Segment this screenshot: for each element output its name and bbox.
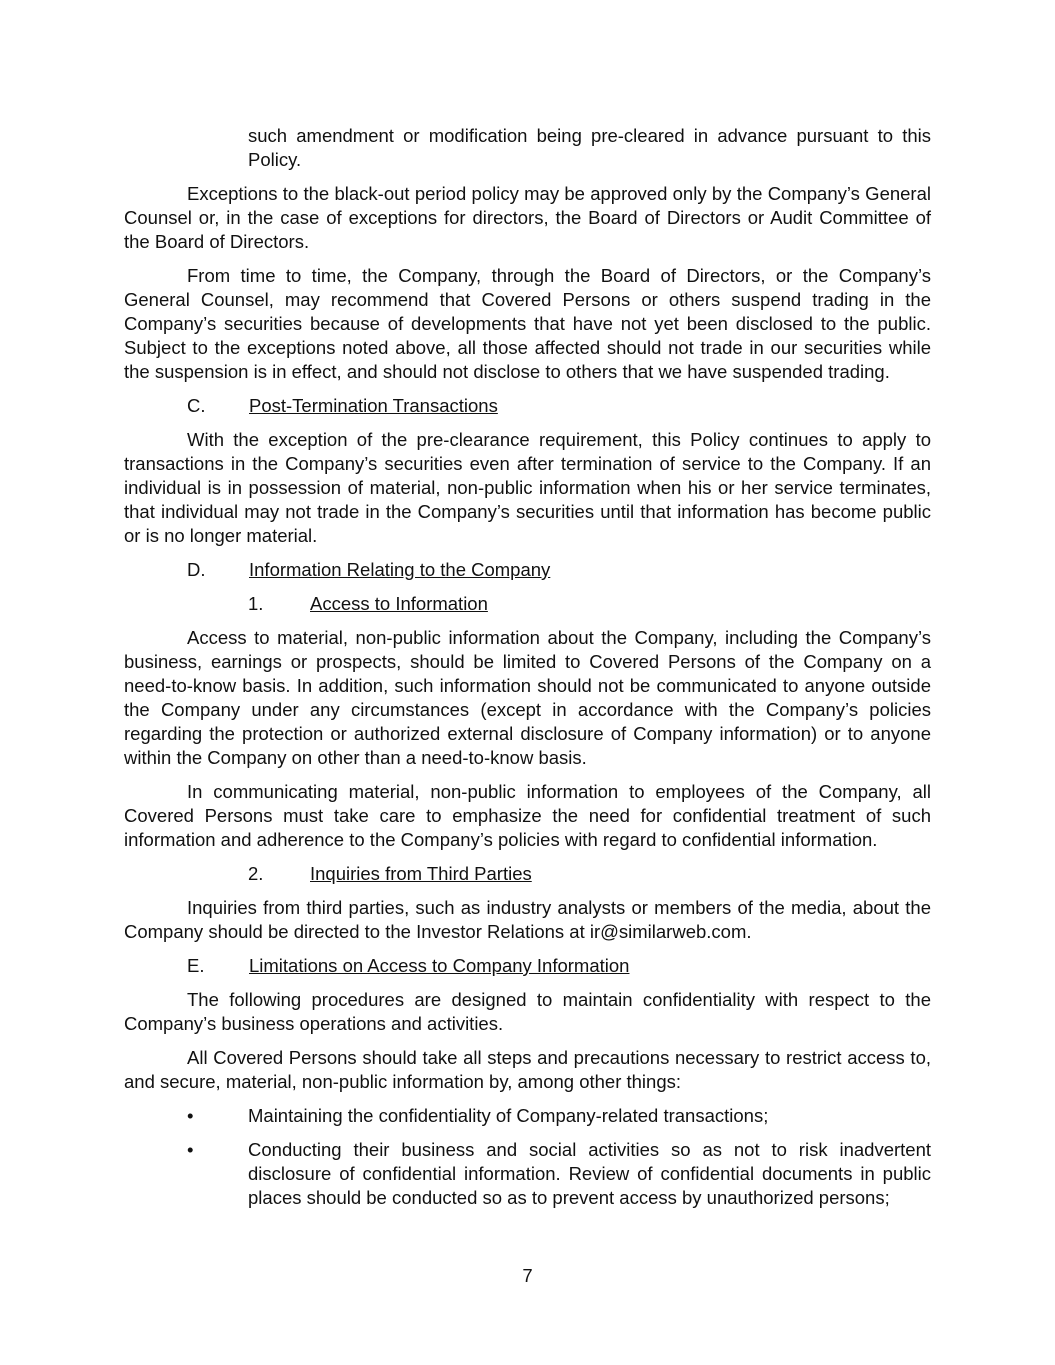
- subsection-d1-label: 1.: [248, 593, 264, 614]
- access-paragraph: Access to material, non-public information about the Company, including the Company’s business, earnings or prospects, should be limited to Covered Persons of the Company on a need-to-know basis. In addition, such information should not be communicated to anyone outside the Company under any circumstances (except in accordance with the Company’s policies regarding the protection or authorized external disclosure of Company information) or to anyone within the Company on other than a need-to-know basis.: [124, 627, 931, 768]
- inquiries-paragraph: Inquiries from third parties, such as industry analysts or members of the media, about the Company should be directed to the Investor Relations at ir@similarweb.com.: [124, 897, 931, 942]
- subsection-d2-heading: [248, 862, 931, 886]
- section-e-heading: [187, 954, 931, 978]
- bullet-icon: •: [187, 1105, 194, 1126]
- procedures-paragraph: The following procedures are designed to maintain confidentiality with respect to the Company’s business operations and activities.: [124, 989, 931, 1034]
- section-d-heading: [187, 558, 931, 582]
- section-d-title: Information Relating to the Company: [249, 559, 551, 580]
- document-body: [124, 124, 931, 1220]
- section-e-label: E.: [187, 955, 205, 976]
- section-d-label: D.: [187, 559, 206, 580]
- section-c-heading: [187, 394, 931, 418]
- bullet-item: [187, 1104, 931, 1128]
- section-c-title: Post-Termination Transactions: [249, 395, 498, 416]
- section-e-title: Limitations on Access to Company Information: [249, 955, 630, 976]
- bullet-text: Conducting their business and social activities so as not to risk inadvertent disclosure of confidential information. Review of confidential documents in public places should be conducted so as to prevent access by unauthorized persons;: [248, 1139, 931, 1208]
- page-number: 7: [522, 1265, 533, 1286]
- post-termination-paragraph: With the exception of the pre-clearance requirement, this Policy continues to apply to transactions in the Company’s securities even after termination of service to the Company. If an individual is in possession of material, non-public information when his or her service terminates, that individual may not trade in the Company’s securities until that information has become public or is no longer material.: [124, 429, 931, 546]
- subsection-d1-heading: [248, 592, 931, 616]
- communicating-paragraph: In communicating material, non-public information to employees of the Company, all Covered Persons must take care to emphasize the need for confidential treatment of such information and adherence to the Company’s policies with regard to confidential information.: [124, 781, 931, 850]
- suspension-paragraph: From time to time, the Company, through the Board of Directors, or the Company’s General Counsel, may recommend that Covered Persons or others suspend trading in the Company’s securities because of developments that have not yet been disclosed to the public. Subject to the exceptions noted above, all those affected should not trade in our securities while the suspension is in effect, and should not disclose to others that we have suspended trading.: [124, 265, 931, 382]
- bullet-text: Maintaining the confidentiality of Company-related transactions;: [248, 1105, 769, 1126]
- bullet-icon: •: [187, 1139, 194, 1160]
- section-c-label: C.: [187, 395, 206, 416]
- bullet-item: [187, 1138, 931, 1210]
- continued-paragraph: such amendment or modification being pre-cleared in advance pursuant to this Policy.: [248, 125, 931, 170]
- subsection-d2-title: Inquiries from Third Parties: [310, 863, 532, 884]
- subsection-d1-title: Access to Information: [310, 593, 488, 614]
- exceptions-paragraph: Exceptions to the black-out period policy may be approved only by the Company’s General Counsel or, in the case of exceptions for directors, the Board of Directors or Audit Committee of the Board of Directors.: [124, 183, 931, 252]
- subsection-d2-label: 2.: [248, 863, 264, 884]
- steps-paragraph: All Covered Persons should take all steps and precautions necessary to restrict access to, and secure, material, non-public information by, among other things:: [124, 1047, 931, 1092]
